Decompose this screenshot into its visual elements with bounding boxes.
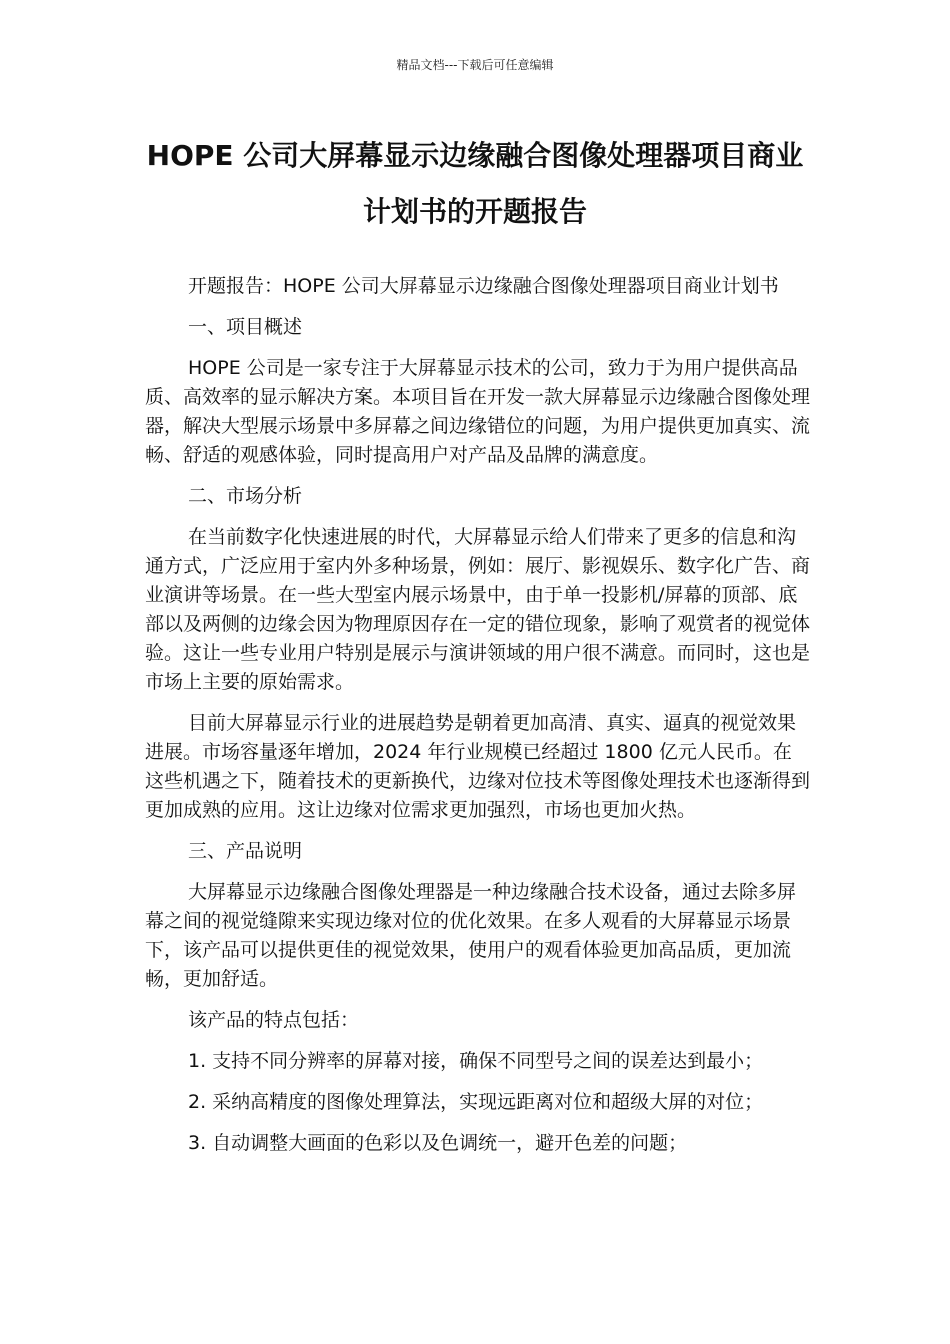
document-title-line-1: HOPE 公司大屏幕显示边缘融合图像处理器项目商业 [146, 139, 804, 172]
header-note: 精品文档---下载后可任意编辑 [396, 58, 554, 72]
section-heading-product: 三、产品说明 [188, 840, 303, 862]
document-body [145, 272, 810, 1170]
document-title-line-2: 计划书的开题报告 [362, 195, 587, 228]
section-heading-overview: 一、项目概述 [188, 316, 303, 338]
feature-item-3: 3. 自动调整大画面的色彩以及色调统一，避开色差的问题； [188, 1132, 688, 1154]
market-paragraph-2: 目前大屏幕显示行业的进展趋势是朝着更加高清、真实、逼真的视觉效果进展。市场容量逐年增加，2024 年行业规模已经超过 1800 亿元人民币。在这些机遇之下，随着技术的更新换代，边缘对位技术等图像处理技术也逐渐得到更加成熟的应用。这让边缘对位需求更加强烈，市场也更加火热。 [145, 712, 811, 821]
intro-paragraph: 开题报告：HOPE 公司大屏幕显示边缘融合图像处理器项目商业计划书 [188, 275, 779, 297]
feature-item-2: 2. 采纳高精度的图像处理算法，实现远距离对位和超级大屏的对位； [188, 1091, 764, 1113]
overview-paragraph: HOPE 公司是一家专注于大屏幕显示技术的公司，致力于为用户提供高品质、高效率的显示解决方案。本项目旨在开发一款大屏幕显示边缘融合图像处理器，解决大型展示场景中多屏幕之间边缘错位的问题，为用户提供更加真实、流畅、舒适的观感体验，同时提高用户对产品及品牌的满意度。 [145, 357, 811, 466]
features-intro: 该产品的特点包括： [188, 1009, 360, 1031]
product-paragraph: 大屏幕显示边缘融合图像处理器是一种边缘融合技术设备，通过去除多屏幕之间的视觉缝隙来实现边缘对位的优化效果。在多人观看的大屏幕显示场景下，该产品可以提供更佳的视觉效果，使用户的观看体验更加高品质，更加流畅，更加舒适。 [145, 881, 797, 990]
feature-item-1: 1. 支持不同分辨率的屏幕对接，确保不同型号之间的误差达到最小； [188, 1050, 764, 1072]
section-heading-market: 二、市场分析 [188, 485, 303, 507]
market-paragraph-1: 在当前数字化快速进展的时代，大屏幕显示给人们带来了更多的信息和沟通方式，广泛应用于室内外多种场景，例如：展厅、影视娱乐、数字化广告、商业演讲等场景。在一些大型室内展示场景中，由于单一投影机/屏幕的顶部、底部以及两侧的边缘会因为物理原因存在一定的错位现象，影响了观赏者的视觉体验。这让一些专业用户特别是展示与演讲领域的用户很不满意。而同时，这也是市场上主要的原始需求。 [145, 526, 811, 693]
